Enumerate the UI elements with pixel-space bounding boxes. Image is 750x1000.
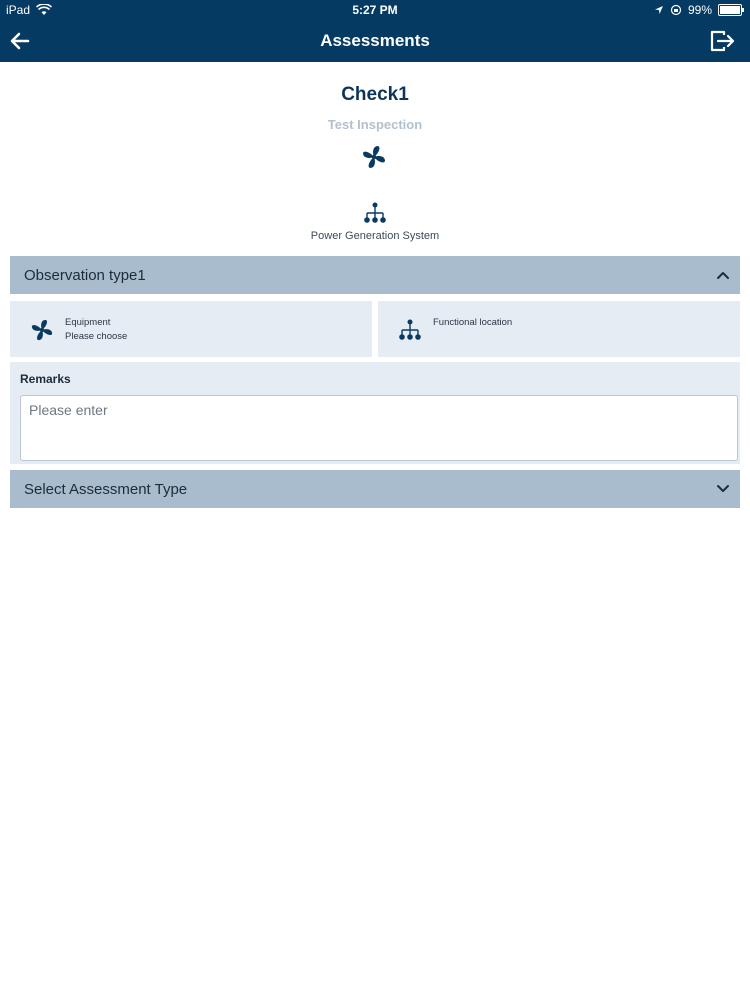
battery-percent: 99% <box>687 3 712 17</box>
nav-title: Assessments <box>320 31 430 50</box>
observation-type-header[interactable] <box>10 256 740 294</box>
inspection-subtitle: Test Inspection <box>327 117 423 132</box>
system-label: Power Generation System <box>310 230 440 242</box>
logout-icon[interactable] <box>708 27 736 55</box>
chevron-down-icon[interactable] <box>716 482 730 496</box>
equipment-card[interactable] <box>10 301 372 357</box>
equipment-label: Equipment <box>65 317 111 328</box>
top-bar <box>0 0 750 62</box>
battery-icon <box>718 4 742 16</box>
status-time: 5:27 PM <box>352 3 398 17</box>
device-name: iPad <box>6 3 31 17</box>
rotation-lock-icon <box>670 4 682 16</box>
fan-icon <box>30 318 54 342</box>
assessment-type-label: Select Assessment Type <box>24 481 188 498</box>
functional-location-label: Functional location <box>433 317 513 328</box>
remarks-label: Remarks <box>20 372 71 386</box>
functional-location-card[interactable] <box>378 301 740 357</box>
observation-type-label: Observation type1 <box>24 267 146 284</box>
location-arrow-icon <box>654 5 664 15</box>
assessment-type-header[interactable] <box>10 470 740 508</box>
hierarchy-icon <box>398 318 422 342</box>
remarks-section <box>10 362 740 464</box>
status-bar <box>0 0 750 20</box>
chevron-up-icon[interactable] <box>716 268 730 282</box>
fan-icon <box>361 144 387 170</box>
check-title: Check1 <box>341 84 409 105</box>
equipment-value: Please choose <box>65 331 128 342</box>
hierarchy-icon <box>363 202 387 224</box>
remarks-input[interactable] <box>20 395 738 461</box>
inspection-header <box>0 62 750 254</box>
status-right <box>654 3 742 17</box>
nav-bar <box>0 20 750 62</box>
